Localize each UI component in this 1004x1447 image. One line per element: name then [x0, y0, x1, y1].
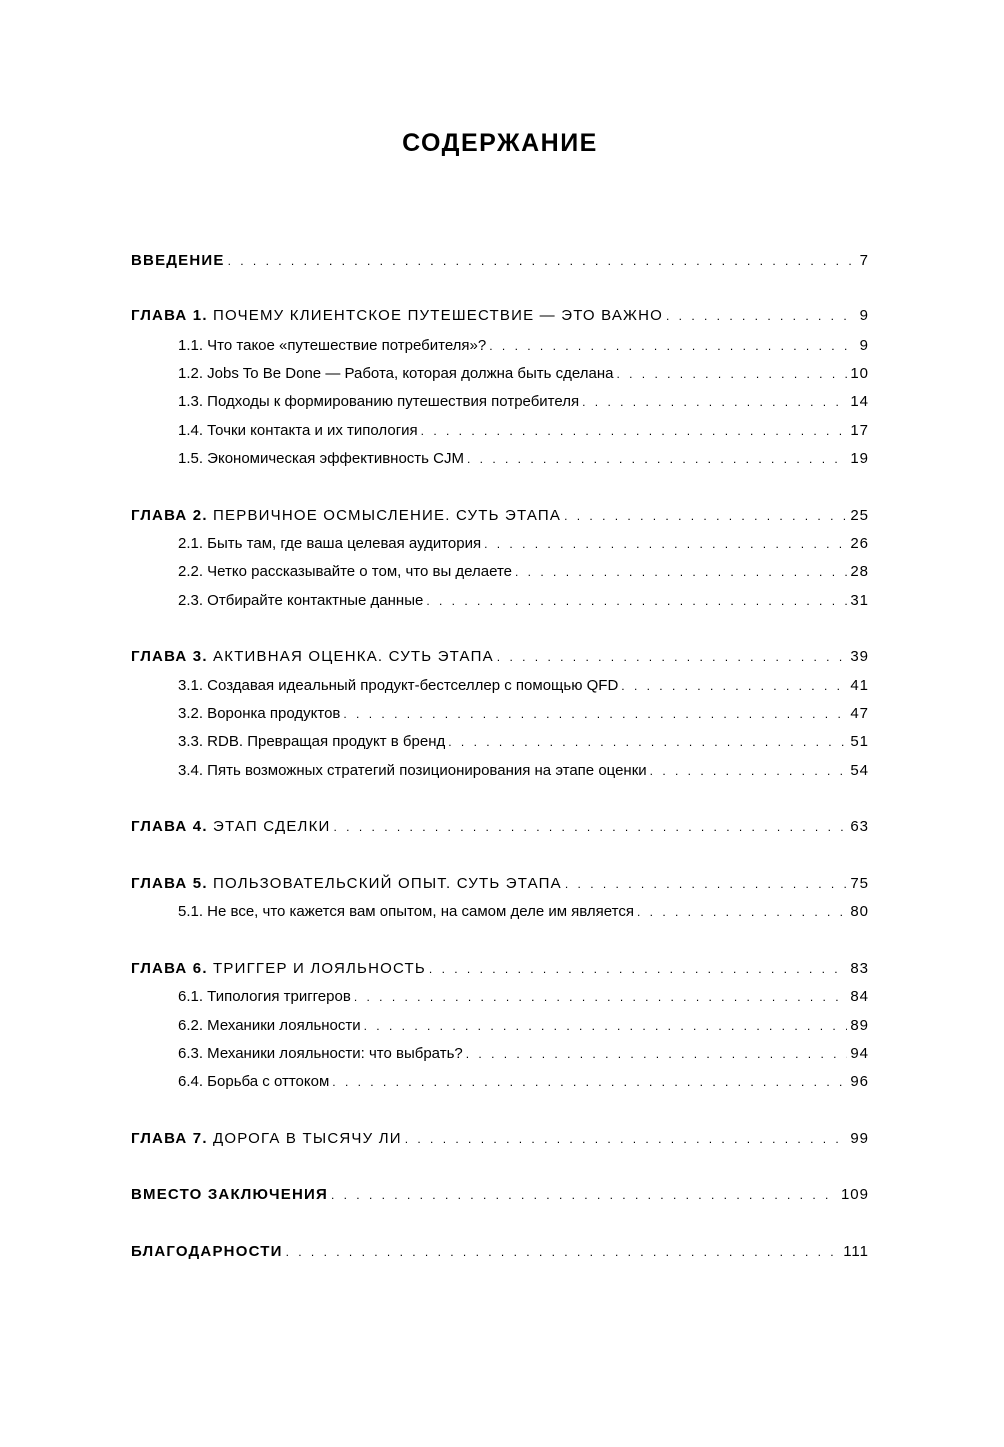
toc-entry-section-6-3[interactable] [178, 1043, 869, 1065]
toc-entry-title: 3.1. Создавая идеальный продукт-бестселлер с помощью QFD [178, 677, 619, 694]
toc-entry-title: 6.3. Механики лояльности: что выбрать? [178, 1045, 463, 1062]
toc-entry-section-2-1[interactable] [178, 533, 869, 555]
toc-page-number: 14 [850, 393, 869, 410]
toc-entry-section-3-3[interactable] [178, 731, 869, 753]
toc-entry-chapter-2[interactable] [131, 505, 869, 527]
leader-dots [621, 675, 847, 697]
leader-dots [467, 448, 847, 470]
toc-entry-title: 1.5. Экономическая эффективность CJM [178, 450, 464, 467]
toc-entry-title: ПОЛЬЗОВАТЕЛЬСКИЙ ОПЫТ. СУТЬ ЭТАПА [207, 875, 562, 892]
toc-entry-section-3-4[interactable] [178, 760, 869, 782]
toc-page-number: 84 [850, 988, 869, 1005]
toc-page-number: 83 [850, 960, 869, 977]
toc-entry-title: 6.4. Борьба с оттоком [178, 1073, 330, 1090]
toc-entry-heading: ВВЕДЕНИЕ [131, 252, 225, 269]
toc-page-number: 75 [850, 875, 869, 892]
leader-dots [448, 731, 847, 753]
toc-page-number: 26 [850, 535, 869, 552]
toc-entry-section-5-1[interactable] [178, 901, 869, 923]
leader-dots [489, 335, 856, 357]
toc-entry-section-2-2[interactable] [178, 561, 869, 583]
toc-page-number: 19 [850, 450, 869, 467]
toc-entry-section-1-2[interactable] [178, 363, 869, 385]
toc-entry-heading: ГЛАВА 6. [131, 960, 208, 977]
leader-dots [582, 391, 847, 413]
toc-entry-title: ПЕРВИЧНОЕ ОСМЫСЛЕНИЕ. СУТЬ ЭТАПА [207, 507, 562, 524]
toc-entry-title: 1.4. Точки контакта и их типология [178, 422, 418, 439]
toc-entry-title: 3.4. Пять возможных стратегий позиционирования на этапе оценки [178, 762, 647, 779]
toc-entry-section-1-1[interactable] [178, 335, 869, 357]
toc-page-number: 17 [850, 422, 869, 439]
leader-dots [637, 901, 847, 923]
toc-page-number: 109 [840, 1186, 869, 1203]
toc-entry-title: 1.2. Jobs To Be Done — Работа, которая должна быть сделана [178, 365, 614, 382]
leader-dots [565, 873, 847, 895]
toc-entry-heading: ВМЕСТО ЗАКЛЮЧЕНИЯ [131, 1186, 328, 1203]
toc-entry-title: 2.2. Четко рассказывайте о том, что вы делаете [178, 563, 513, 580]
toc-entry-section-2-3[interactable] [178, 590, 869, 612]
toc-entry-title: 6.2. Механики лояльности [178, 1017, 361, 1034]
toc-entry-title: ПОЧЕМУ КЛИЕНТСКОЕ ПУТЕШЕСТВИЕ — ЭТО ВАЖНО [207, 307, 663, 324]
leader-dots [286, 1241, 841, 1263]
leader-dots [466, 1043, 848, 1065]
toc-entry-title: 3.3. RDB. Превращая продукт в бренд [178, 733, 446, 750]
toc-entry-section-3-1[interactable] [178, 675, 869, 697]
toc-entry-heading: БЛАГОДАРНОСТИ [131, 1243, 283, 1260]
toc-entry-chapter-1[interactable] [131, 305, 869, 327]
toc-page-number: 89 [850, 1017, 869, 1034]
leader-dots [616, 363, 847, 385]
toc-entry-introduction[interactable] [131, 250, 869, 272]
toc-entry-chapter-4[interactable] [131, 816, 869, 838]
leader-dots [484, 533, 847, 555]
toc-page-number: 9 [859, 307, 869, 324]
toc-entry-title: 1.1. Что такое «путешествие потребителя»? [178, 337, 487, 354]
toc-entry-heading: ГЛАВА 3. [131, 648, 208, 665]
toc-page-number: 80 [850, 903, 869, 920]
toc-page-number: 28 [850, 563, 869, 580]
toc-entry-section-1-3[interactable] [178, 391, 869, 413]
toc-entry-title: АКТИВНАЯ ОЦЕНКА. СУТЬ ЭТАПА [207, 648, 494, 665]
toc-entry-heading: ГЛАВА 1. [131, 307, 208, 324]
leader-dots [405, 1128, 848, 1150]
toc-page-number: 51 [850, 733, 869, 750]
toc-entry-heading: ГЛАВА 5. [131, 875, 208, 892]
toc-entry-section-6-4[interactable] [178, 1071, 869, 1093]
leader-dots [331, 1184, 838, 1206]
toc-entry-chapter-6[interactable] [131, 958, 869, 980]
toc-entry-title: ЭТАП СДЕЛКИ [207, 818, 331, 835]
toc-entry-heading: ГЛАВА 4. [131, 818, 208, 835]
toc-entry-section-6-2[interactable] [178, 1015, 869, 1037]
toc-entry-section-1-5[interactable] [178, 448, 869, 470]
toc-entry-section-3-2[interactable] [178, 703, 869, 725]
toc-entry-title: 2.1. Быть там, где ваша целевая аудитория [178, 535, 482, 552]
toc-page-number: 9 [859, 337, 869, 354]
leader-dots [364, 1015, 848, 1037]
toc-page-number: 31 [850, 592, 869, 609]
leader-dots [666, 305, 857, 327]
leader-dots [497, 646, 848, 668]
toc-entry-chapter-3[interactable] [131, 646, 869, 668]
toc-page-number: 10 [850, 365, 869, 382]
toc-page-number: 41 [850, 677, 869, 694]
toc-entry-title: 3.2. Воронка продуктов [178, 705, 341, 722]
toc-entry-acknowledgements[interactable] [131, 1241, 869, 1263]
toc-entry-section-1-4[interactable] [178, 420, 869, 442]
toc-entry-chapter-7[interactable] [131, 1128, 869, 1150]
toc-page-number: 47 [850, 705, 869, 722]
toc-entry-title: 1.3. Подходы к формированию путешествия потребителя [178, 393, 580, 410]
leader-dots [429, 958, 847, 980]
leader-dots [421, 420, 848, 442]
toc-page-number: 63 [850, 818, 869, 835]
toc-entry-title: 2.3. Отбирайте контактные данные [178, 592, 424, 609]
leader-dots [515, 561, 847, 583]
leader-dots [354, 986, 848, 1008]
leader-dots [332, 1071, 847, 1093]
leader-dots [426, 590, 847, 612]
toc-page-number: 7 [859, 252, 869, 269]
toc-page-number: 39 [850, 648, 869, 665]
page-title: СОДЕРЖАНИЕ [402, 129, 598, 157]
toc-page-number: 25 [850, 507, 869, 524]
toc-entry-heading: ГЛАВА 2. [131, 507, 208, 524]
toc-entry-title: 6.1. Типология триггеров [178, 988, 351, 1005]
leader-dots [228, 250, 857, 272]
leader-dots [564, 505, 847, 527]
toc-page-number: 94 [850, 1045, 869, 1062]
leader-dots [343, 703, 847, 725]
toc-entry-chapter-5[interactable] [131, 873, 869, 895]
toc-page-number: 96 [850, 1073, 869, 1090]
leader-dots [334, 816, 848, 838]
leader-dots [650, 760, 848, 782]
toc-page-number: 99 [850, 1130, 869, 1147]
toc-entry-title: ДОРОГА В ТЫСЯЧУ ЛИ [207, 1130, 402, 1147]
toc-entry-title: 5.1. Не все, что кажется вам опытом, на самом деле им является [178, 903, 634, 920]
toc-entry-title: ТРИГГЕР И ЛОЯЛЬНОСТЬ [207, 960, 426, 977]
toc-page-number: 54 [850, 762, 869, 779]
toc-entry-section-6-1[interactable] [178, 986, 869, 1008]
toc-entry-heading: ГЛАВА 7. [131, 1130, 208, 1147]
toc-page-number: 111 [843, 1243, 869, 1260]
toc-entry-conclusion[interactable] [131, 1184, 869, 1206]
